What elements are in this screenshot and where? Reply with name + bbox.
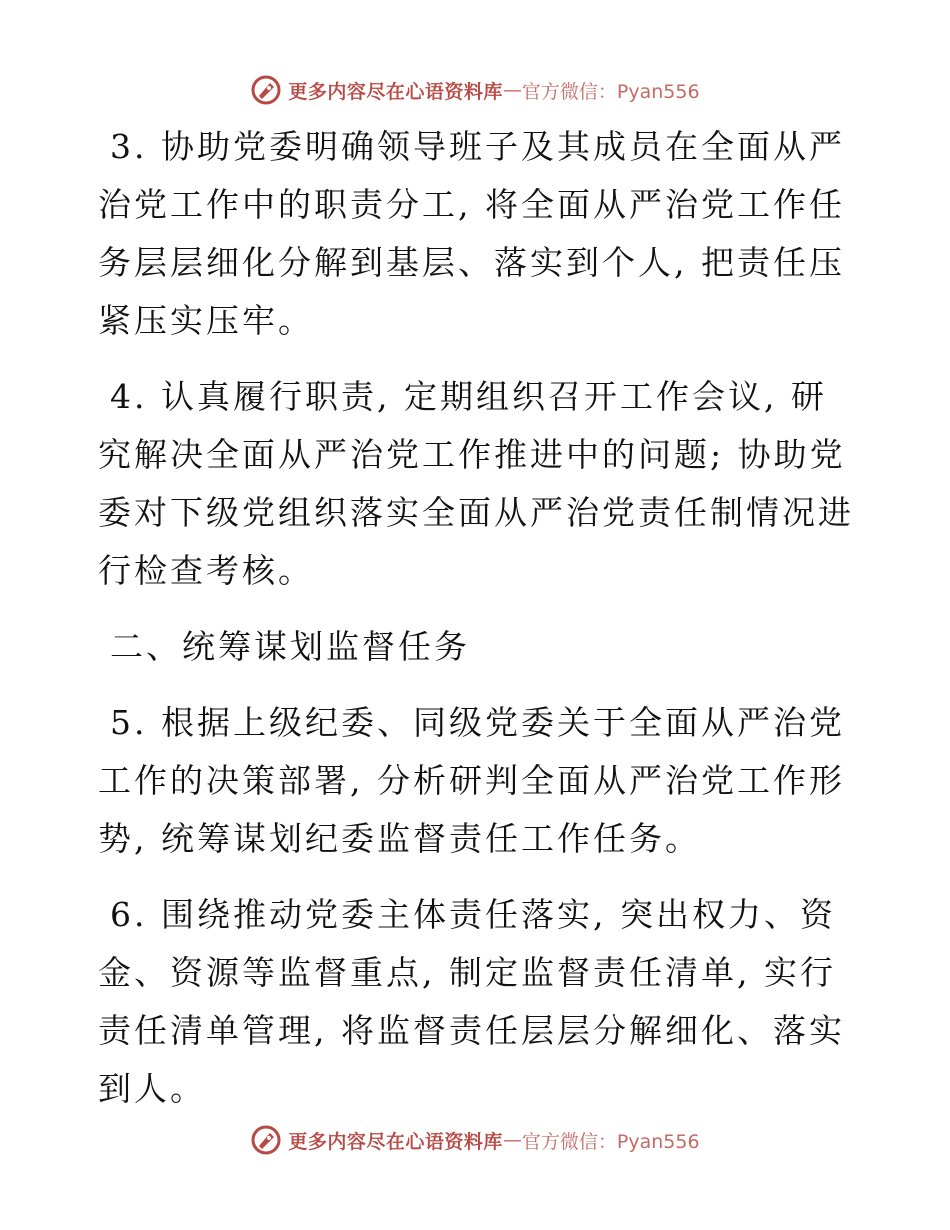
paragraph-6: 6. 围绕推动党委主体责任落实, 突出权力、资金、资源等监督重点, 制定监督责任清单, 实行责任清单管理, 将监督责任层层分解细化、落实到人。: [98, 895, 845, 1108]
watermark-wechat: 官方微信：Pyan556: [521, 1130, 700, 1153]
header-watermark: [0, 70, 950, 110]
paragraph-5: 5. 根据上级纪委、同级党委关于全面从严治党工作的决策部署, 分析研判全面从严治党工作形势, 统筹谋划纪委监督责任工作任务。: [98, 703, 845, 858]
document-body: [98, 118, 858, 1136]
pen-nib-logo-icon: [250, 74, 282, 106]
watermark-text: 更多内容尽在心语资料库: [288, 80, 503, 103]
pen-nib-logo-icon: [250, 1124, 282, 1156]
watermark-dash: —: [502, 79, 522, 101]
watermark-wechat: 官方微信：Pyan556: [521, 80, 700, 103]
paragraph-3: 3. 协助党委明确领导班子及其成员在全面从严治党工作中的职责分工, 将全面从严治党工作任务层层细化分解到基层、落实到个人, 把责任压紧压实压牢。: [98, 127, 845, 340]
section-heading-2: 二、统筹谋划监督任务: [110, 627, 470, 666]
watermark-text: 更多内容尽在心语资料库: [288, 1130, 503, 1153]
watermark-dash: —: [502, 1129, 522, 1151]
paragraph-4: 4. 认真履行职责, 定期组织召开工作会议, 研究解决全面从严治党工作推进中的问题; 协助党委对下级党组织落实全面从严治党责任制情况进行检查考核。: [98, 377, 854, 590]
footer-watermark: [0, 1120, 950, 1160]
